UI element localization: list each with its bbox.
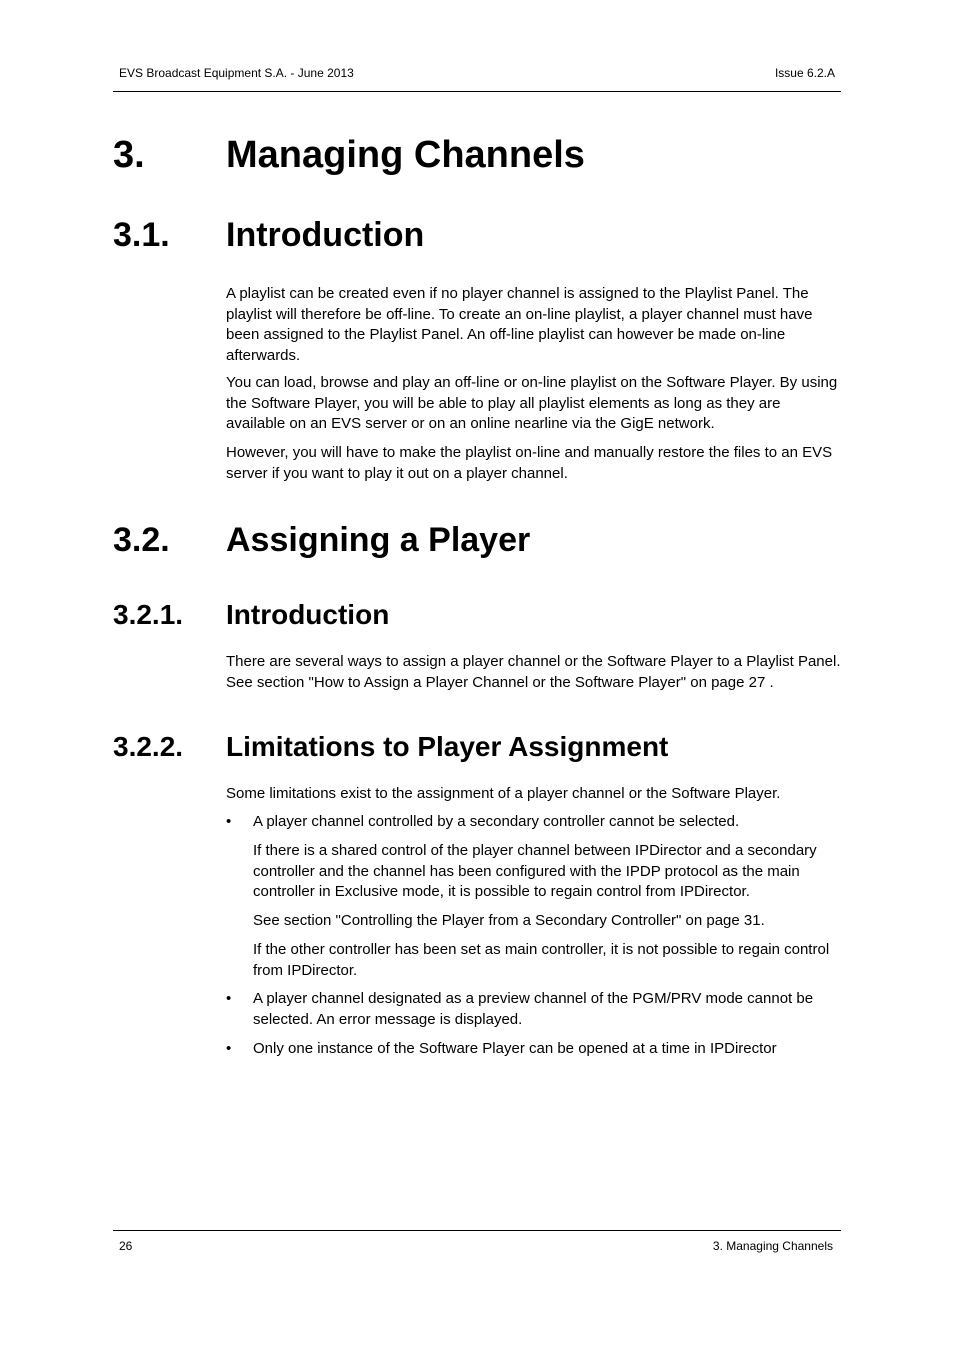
header-issue: Issue 6.2.A bbox=[774, 66, 835, 80]
section-title: Introduction bbox=[226, 216, 425, 254]
bullet-1-detail-1: If there is a shared control of the player channel between IPDirector and a secondary controller and the channel has been configured with the IPDP protocol as the main controller in Exclusive mode, it is possible to regain control from IPDirector. bbox=[253, 842, 817, 900]
bullet-marker: • bbox=[226, 1040, 232, 1057]
s321-paragraph-1: There are several ways to assign a player channel or the Software Player to a Playlist Panel. See section "How to Assign a Player Channel or the Software Player" on page 27 . bbox=[226, 653, 841, 691]
page-footer bbox=[113, 1230, 841, 1253]
bullet-item-1: A player channel controlled by a secondary controller cannot be selected. bbox=[253, 813, 740, 830]
s31-paragraph-1: A playlist can be created even if no player channel is assigned to the Playlist Panel. The playlist will therefore be off-line. To create an on-line playlist, a player channel must have been assigned to the Playlist Panel. An off-line playlist can however be made on-line afterwards. bbox=[226, 285, 813, 364]
section-title: Introduction bbox=[226, 599, 390, 630]
bullet-marker: • bbox=[226, 813, 232, 830]
bullet-item-2: A player channel designated as a preview channel of the PGM/PRV mode cannot be selected. An error message is displayed. bbox=[253, 990, 814, 1028]
section-number: 3.2.1. bbox=[113, 599, 184, 630]
section-number: 3.2.2. bbox=[113, 731, 184, 762]
page-number: 26 bbox=[119, 1239, 133, 1253]
footer-section-title: 3. Managing Channels bbox=[712, 1239, 833, 1253]
section-title: Assigning a Player bbox=[226, 521, 531, 559]
section-title: Limitations to Player Assignment bbox=[226, 731, 669, 762]
bullet-item-3: Only one instance of the Software Player can be opened at a time in IPDirector bbox=[253, 1040, 777, 1057]
chapter-number: 3. bbox=[113, 134, 145, 176]
s31-paragraph-3: However, you will have to make the playlist on-line and manually restore the files to an EVS server if you want to play it out on a player channel. bbox=[226, 444, 833, 482]
header-publisher: EVS Broadcast Equipment S.A. - June 2013 bbox=[119, 66, 354, 80]
bullet-1-detail-2: See section "Controlling the Player from a Secondary Controller" on page 31. bbox=[253, 912, 765, 929]
chapter-title: Managing Channels bbox=[226, 134, 585, 176]
section-number: 3.2. bbox=[113, 521, 170, 559]
s31-paragraph-2: You can load, browse and play an off-line or on-line playlist on the Software Player. By using the Software Player, you will be able to play all playlist elements as long as they are available on an EVS server or on an online nearline via the GigE network. bbox=[226, 374, 838, 432]
page-header bbox=[113, 66, 841, 92]
s322-paragraph-1: Some limitations exist to the assignment of a player channel or the Software Player. bbox=[226, 785, 781, 802]
bullet-marker: • bbox=[226, 990, 232, 1007]
bullet-1-detail-3: If the other controller has been set as main controller, it is not possible to regain control from IPDirector. bbox=[253, 941, 830, 979]
section-number: 3.1. bbox=[113, 216, 170, 254]
